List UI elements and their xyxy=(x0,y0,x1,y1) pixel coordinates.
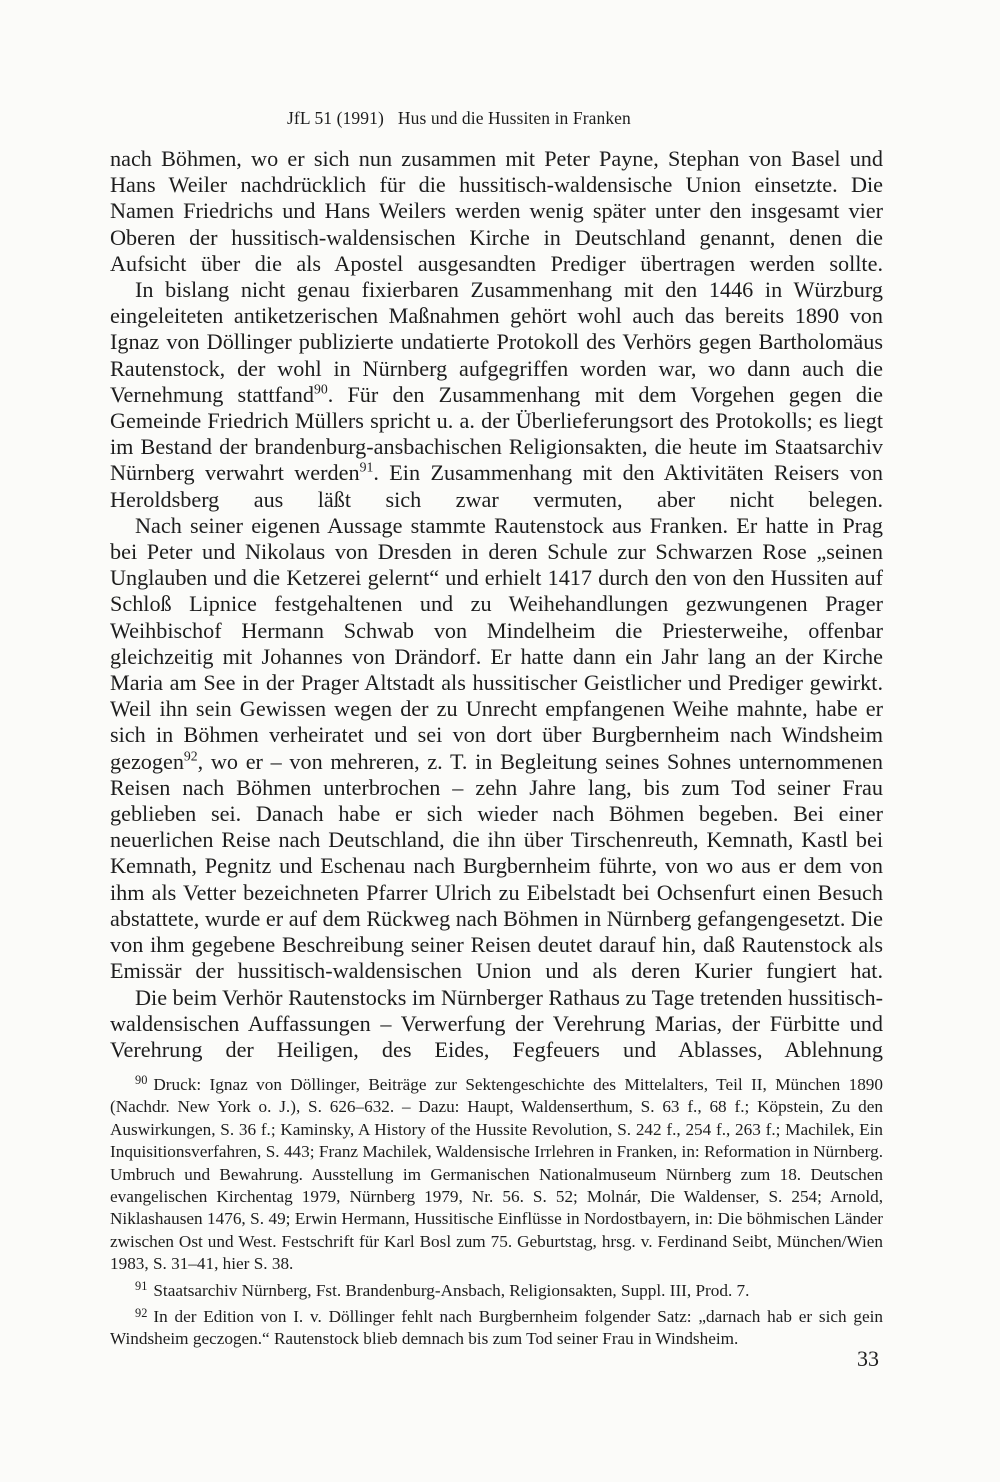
paragraph-text: nach Böhmen, wo er sich nun zusammen mit Peter Payne, Stephan von Basel und Hans Weiler nachdrücklich für die hussitisch-waldensische Union einsetzte. Die Namen Friedrichs und Hans Weilers werden wenig später unter den insgesamt vier Oberen der hussitisch-waldensischen Kirche in Deutschland genannt, denen die Aufsicht über die als Apostel ausgesandten Prediger übertragen werden sollte. xyxy=(110,146,883,276)
paragraph xyxy=(110,513,883,985)
main-text xyxy=(110,146,883,1063)
page-number: 33 xyxy=(857,1346,879,1371)
footnote-text: Staatsarchiv Nürnberg, Fst. Brandenburg-Ansbach, Religionsakten, Suppl. III, Prod. 7. xyxy=(153,1280,750,1300)
paragraph-text: Nach seiner eigenen Aussage stammte Rautenstock aus Franken. Er hatte in Prag bei Peter und Nikolaus von Dresden in deren Schule zur Schwarzen Rose „seinen Unglauben und die Ketzerei gelernt“ und erhielt 1417 durch den von den Hussiten auf Schloß Lipnice festgehaltenen und zu Weihehandlungen gezwungenen Prager Weihbischof Hermann Schwab von Mindelheim die Priesterweihe, offenbar gleichzeitig mit Johannes von Drändorf. Er hatte dann ein Jahr lang an der Kirche Maria am See in der Prager Altstadt als hussitischer Geistlicher und Prediger gewirkt. Weil ihn sein Gewissen wegen der zu Unrecht empfangenen Weihe mahnte, habe er sich in Böhmen verheiratet und sei von dort über Burgbernheim nach Windsheim gezogen xyxy=(110,512,883,774)
footnote-ref-91[interactable]: 91 xyxy=(359,459,374,475)
footnote-text: Druck: Ignaz von Döllinger, Beiträge zur Sektengeschichte des Mittelalters, Teil II, München 1890 (Nachdr. New York o. J.), S. 626–632. – Dazu: Haupt, Waldenserthum, S. 63 f., 68 f.; Köpstein, Zu den Auswirkungen, S. 36 f.; Kaminsky, A History of the Hussite Revolution, S. 242 f., 254 f., 263 f.; Machilek, Ein Inquisitionsverfahren, S. 443; Franz Machilek, Waldensische Irrlehren in Franken, in: Reformation in Nürnberg. Umbruch und Bewahrung. Ausstellung im Germanischen Nationalmuseum Nürnberg zum 18. Deutschen evangelischen Kirchentag 1979, Nürnberg 1979, Nr. 56. S. 52; Molnár, Die Waldenser, S. 254; Arnold, Niklashausen 1476, S. 49; Erwin Hermann, Hussitische Einflüsse in Nordostbayern, in: Die böhmischen Länder zwischen Ost und West. Festschrift für Karl Bosl zum 75. Geburtstag, hrsg. v. Ferdinand Seibt, München/Wien 1983, S. 31–41, hier S. 38. xyxy=(110,1075,883,1274)
paragraph-text: In bislang nicht genau fixierbaren Zusammenhang mit den 1446 in Würzburg eingeleiteten antiketzerischen Maßnahmen gehört wohl auch das bereits 1890 von Ignaz von Döllinger publizierte undatierte Protokoll des Verhörs gegen Bartholomäus Rautenstock, der wohl in Nürnberg aufgegriffen worden war, wo dann auch die Vernehmung stattfand xyxy=(110,277,883,407)
paragraph xyxy=(110,146,883,277)
footnote-91 xyxy=(110,1280,883,1302)
paragraph-text: . Ein Zusammenhang mit den Aktivitäten Reisers von Heroldsberg aus läßt sich zwar vermuten, aber nicht belegen. xyxy=(110,460,883,512)
paragraph-text: Die beim Verhör Rautenstocks im Nürnberger Rathaus zu Tage tretenden hussitisch-waldensischen Auffassungen – Verwerfung der Verehrung Marias, der Fürbitte und Verehrung der Heiligen, des Eides, Fegfeuers und Ablasses, Ablehnung xyxy=(110,984,883,1062)
footnote-ref-90[interactable]: 90 xyxy=(313,381,328,397)
paragraph-text: , wo er – von mehreren, z. T. in Begleitung seines Sohnes unternommenen Reisen nach Böhmen unterbrochen – zehn Jahre lang, bis zum Tod seiner Frau geblieben sei. Danach habe er sich wieder nach Böhmen begeben. Bei einer neuerlichen Reise nach Deutschland, die ihn über Tirschenreuth, Kemnath, Kastl bei Kemnath, Pegnitz und Eschenau nach Burgbernheim führte, von wo aus er dem von ihm als Vetter bezeichneten Pfarrer Ulrich zu Eibelstadt bei Ochsenfurt einen Besuch abstattete, wurde er auf dem Rückweg nach Böhmen in Nürnberg gefangengesetzt. Die von ihm gegebene Beschreibung seiner Reisen deutet darauf hin, daß Rautenstock als Emissär der hussitisch-waldensischen Union und als deren Kurier fungiert hat. xyxy=(110,748,883,984)
footnotes xyxy=(110,1074,883,1355)
footnote-number: 90 xyxy=(135,1073,148,1088)
running-header xyxy=(287,108,631,129)
footnote-90 xyxy=(110,1074,883,1276)
footnote-text: In der Edition von I. v. Döllinger fehlt nach Burgbernheim folgender Satz: „darnach hab er sich gein Windsheim geczogen.“ Rautenstock blieb demnach bis zum Tod seiner Frau in Windsheim. xyxy=(110,1307,883,1349)
paragraph-text: . Für den Zusammenhang mit dem Vorgehen gegen die Gemeinde Friedrich Müllers spricht u. a. der Überlieferungsort des Protokolls; es liegt im Bestand der brandenburg-ansbachischen Religionsakten, die heute im Staatsarchiv Nürnberg verwahrt werden xyxy=(110,381,883,486)
paragraph xyxy=(110,277,883,513)
footnote-92 xyxy=(110,1306,883,1351)
paragraph xyxy=(110,985,883,1064)
running-title: Hus und die Hussiten in Franken xyxy=(397,108,631,128)
journal-reference: JfL 51 (1991) xyxy=(287,108,384,128)
footnote-number: 92 xyxy=(135,1305,148,1320)
footnote-ref-92[interactable]: 92 xyxy=(183,748,198,764)
footnote-number: 91 xyxy=(135,1279,148,1294)
